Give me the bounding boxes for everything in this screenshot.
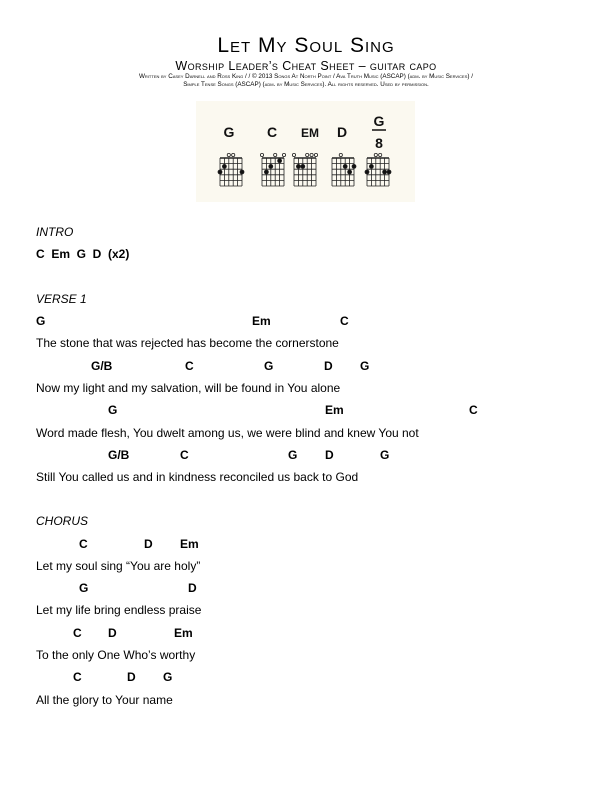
chord: G <box>108 403 118 417</box>
chord: Em <box>180 537 199 551</box>
chord: C <box>73 670 82 684</box>
chorus-chord-line-1 <box>0 537 612 553</box>
chord-grid <box>365 153 391 186</box>
chord: G <box>36 314 46 328</box>
chord-grids <box>218 153 391 186</box>
verse-lyric-2: Now my light and my salvation, will be found in You alone <box>36 381 341 395</box>
chord: G <box>288 448 298 462</box>
chord-label-c: C <box>266 124 278 140</box>
intro-heading: INTRO <box>36 225 74 239</box>
chord: G <box>163 670 173 684</box>
credits-line-1: Written by Casey Darnell and Ross King / / © 2013 Songs At North Point / Ava Truth Music (ASCAP) (adm. by Music Services) / <box>138 73 473 80</box>
chord-label-d: D <box>336 124 348 140</box>
credits-line-2: Simple Tense Songs (ASCAP) (adm. by Music Services). All rights reserved. Used by permission. <box>183 81 429 88</box>
chord: D <box>108 626 117 640</box>
verse-chord-line-1 <box>0 314 612 330</box>
chord: G <box>79 581 89 595</box>
chorus-chord-line-2 <box>0 581 612 597</box>
verse-lyric-4: Still You called us and in kindness reconciled us back to God <box>36 470 359 484</box>
song-title: Let My Soul Sing <box>217 34 395 57</box>
verse-heading: VERSE 1 <box>36 292 87 306</box>
chord: C <box>185 359 194 373</box>
chorus-lyric-1: Let my soul sing “You are holy” <box>36 559 201 573</box>
chord: D <box>127 670 136 684</box>
chord: C <box>340 314 349 328</box>
chord-diagrams-image <box>196 101 415 202</box>
chord: C <box>79 537 88 551</box>
chord: Em <box>325 403 344 417</box>
chord: G <box>264 359 274 373</box>
chorus-lyric-4: All the glory to Your name <box>36 693 173 707</box>
chord-grid <box>260 153 285 186</box>
chord-label-g: G <box>223 124 235 140</box>
verse-lyric-3: Word made flesh, You dwelt among us, we were blind and knew You not <box>36 426 419 440</box>
chord: C <box>73 626 82 640</box>
chord-grid <box>292 153 317 186</box>
chord: D <box>324 359 333 373</box>
chord: D <box>325 448 334 462</box>
chord-label-g-bottom: 8 <box>375 135 383 151</box>
chord: D <box>188 581 197 595</box>
intro-chords: C Em G D (x2) <box>36 247 130 261</box>
credits <box>0 73 612 89</box>
chord-label-g-top: G <box>373 113 385 129</box>
verse-chord-line-2 <box>0 359 612 375</box>
chorus-chord-line-4 <box>0 670 612 686</box>
verse-chord-line-4 <box>0 448 612 464</box>
chord: C <box>469 403 478 417</box>
verse-chord-line-3 <box>0 403 612 419</box>
chord-label-em: EM <box>301 126 319 140</box>
chord: Em <box>252 314 271 328</box>
chord: Em <box>174 626 193 640</box>
chord: G/B <box>108 448 130 462</box>
chorus-heading: CHORUS <box>36 514 89 528</box>
chord: G <box>360 359 370 373</box>
chorus-lyric-2: Let my life bring endless praise <box>36 603 202 617</box>
chorus-chord-line-3 <box>0 626 612 642</box>
chord-diagrams-svg <box>196 101 415 202</box>
chorus-lyric-3: To the only One Who’s worthy <box>36 648 196 662</box>
chord-grid <box>332 153 356 186</box>
chord: G/B <box>91 359 113 373</box>
verse-lyric-1: The stone that was rejected has become the cornerstone <box>36 336 339 350</box>
sheet-subtitle: Worship Leader’s Cheat Sheet – guitar capo <box>175 59 437 73</box>
chord: C <box>180 448 189 462</box>
chord: D <box>144 537 153 551</box>
chord: G <box>380 448 390 462</box>
chord-grid <box>218 153 244 186</box>
